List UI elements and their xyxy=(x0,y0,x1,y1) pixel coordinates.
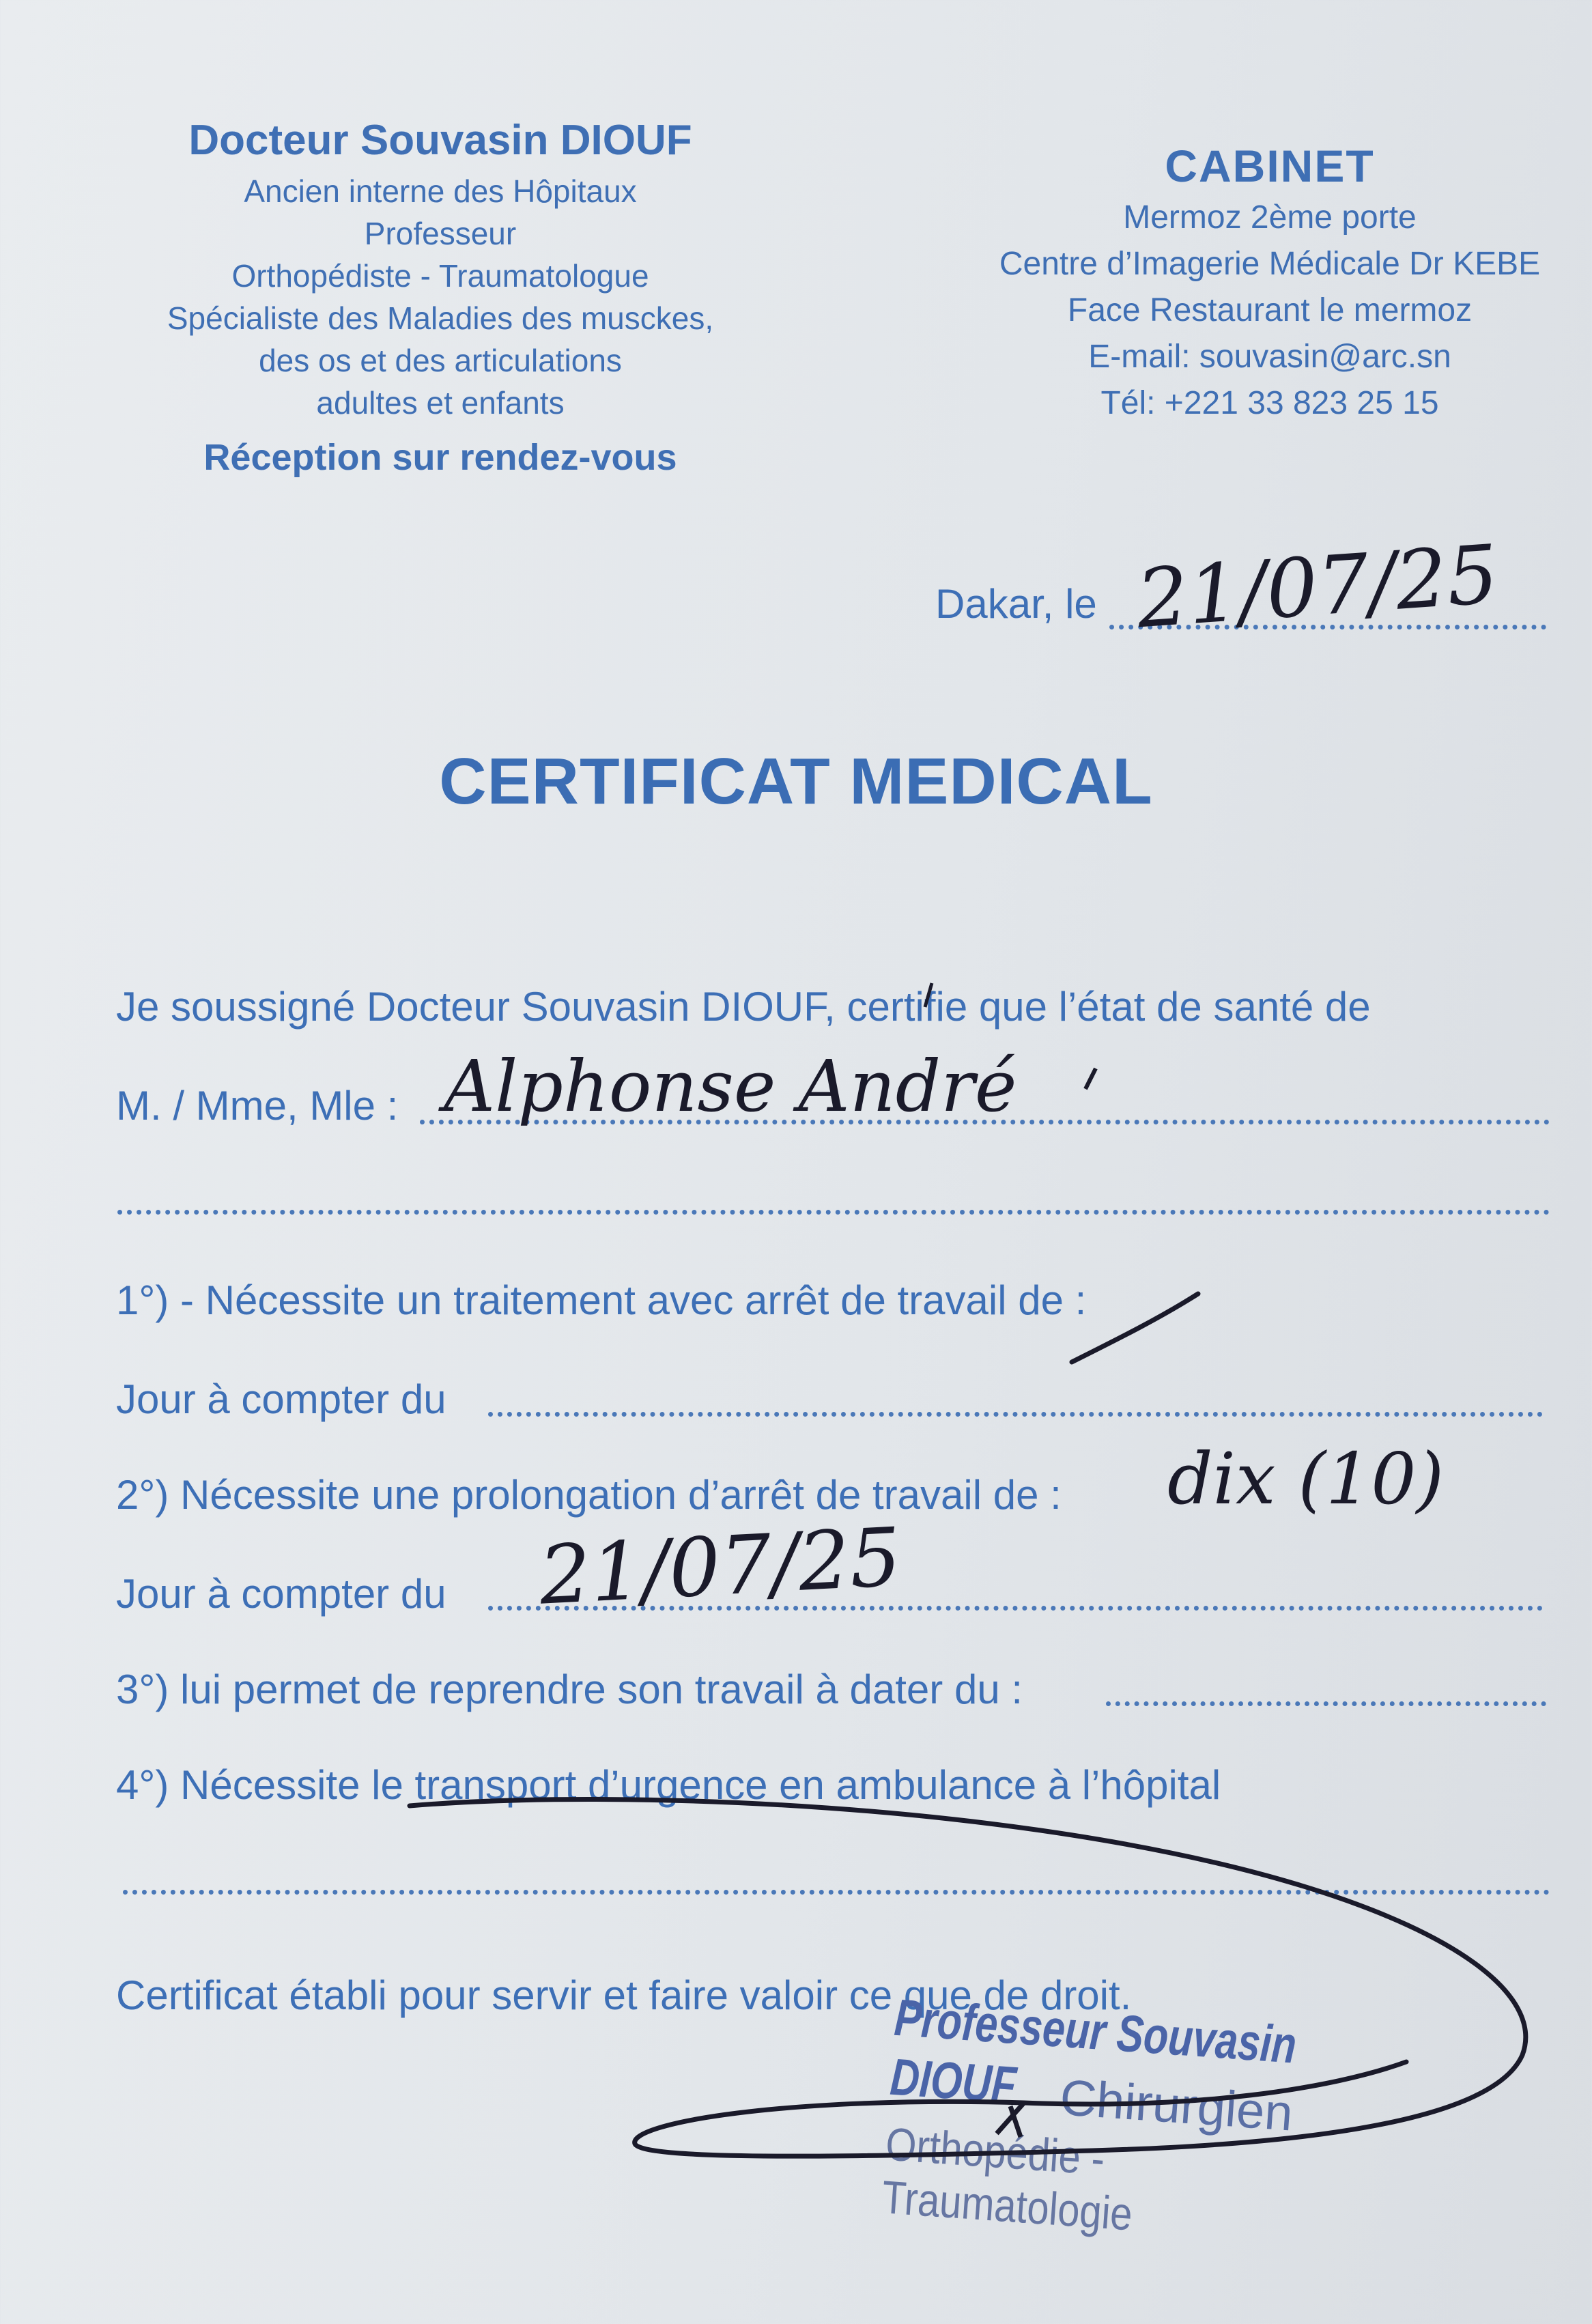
item-1-check-stroke xyxy=(1072,1294,1198,1362)
handwritten-duration: dix (10) xyxy=(1167,1437,1445,1520)
reception-note: Réception sur rendez-vous xyxy=(203,437,677,478)
handwritten-date: 21/07/25 xyxy=(1133,526,1502,647)
stamp-line-2: Chirurgien xyxy=(1058,2069,1295,2142)
header-left-line: Professeur xyxy=(364,216,517,251)
header-left-line: adultes et enfants xyxy=(316,385,565,421)
header-left-line: Spécialiste des Maladies des musckes, xyxy=(167,300,714,336)
item-1: 1°) - Nécessite un traitement avec arrêt de travail de : xyxy=(116,1277,1087,1323)
cabinet-title: CABINET xyxy=(1165,141,1375,191)
cabinet-line: Centre d’Imagerie Médicale Dr KEBE xyxy=(999,246,1541,282)
patient-label: M. / Mme, Mle : xyxy=(116,1083,399,1129)
item-3: 3°) lui permet de reprendre son travail à dater du : xyxy=(116,1667,1023,1712)
cabinet-email: E-mail: souvasin@arc.sn xyxy=(1088,339,1451,375)
intro-pen-mark xyxy=(925,983,932,1007)
cabinet-line: Face Restaurant le mermoz xyxy=(1067,292,1473,328)
header-left-line: Ancien interne des Hôpitaux xyxy=(244,173,637,209)
doctor-name: Docteur Souvasin DIOUF xyxy=(188,117,692,164)
name-accent-stroke xyxy=(1085,1068,1096,1089)
item-4: 4°) Nécessite le transport d’urgence en ambulance à l’hôpital xyxy=(116,1762,1221,1808)
closing-text: Certificat établi pour servir et faire valoir ce que de droit. xyxy=(116,1972,1132,2018)
item-1-from: Jour à compter du xyxy=(116,1376,446,1422)
item-2-from: Jour à compter du xyxy=(116,1571,446,1617)
item-2: 2°) Nécessite une prolongation d’arrêt de travail de : xyxy=(116,1472,1062,1518)
stamp-line-1: Professeur Souvasin DIOUF xyxy=(888,1988,1298,2115)
signature-stroke xyxy=(410,1800,1526,2157)
cabinet-line: Mermoz 2ème porte xyxy=(1123,199,1417,236)
document-title: CERTIFICAT MEDICAL xyxy=(439,745,1153,818)
header-left-line: Orthopédiste - Traumatologue xyxy=(231,258,649,294)
cabinet-phone: Tél: +221 33 823 25 15 xyxy=(1100,385,1439,421)
intro-text: Je soussigné Docteur Souvasin DIOUF, certifie que l’état de santé de xyxy=(116,984,1371,1030)
stamp-line-3: Orthopédie - Traumatologie xyxy=(880,2118,1135,2241)
handwritten-start-date: 21/07/25 xyxy=(537,1510,904,1623)
signature-cross-stroke xyxy=(997,2103,1024,2137)
handwritten-patient-name: Alphonse André xyxy=(444,1045,1017,1128)
header-left-line: des os et des articulations xyxy=(259,343,622,378)
date-label: Dakar, le xyxy=(935,581,1097,627)
